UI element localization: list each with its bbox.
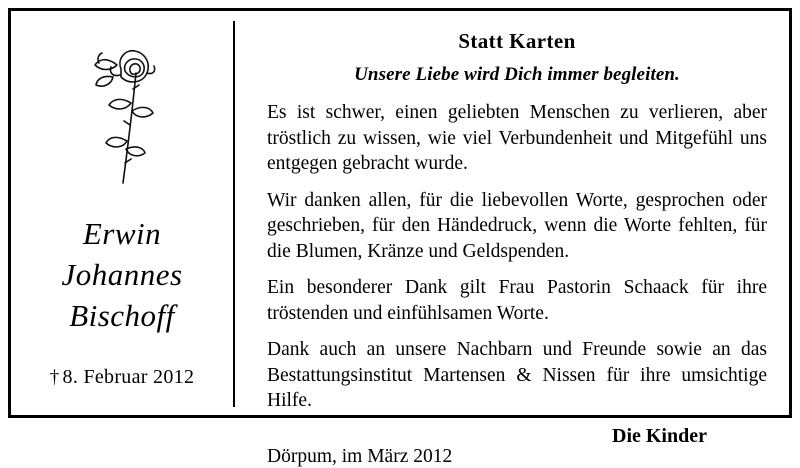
name-line-2: Johannes	[61, 257, 183, 292]
obituary-notice	[8, 8, 792, 467]
subheadline: Unsere Liebe wird Dich immer begleiten.	[354, 64, 680, 85]
christian-cross-icon: †	[49, 367, 60, 388]
headline: Statt Karten	[458, 29, 576, 53]
left-column	[11, 11, 233, 415]
right-column	[233, 11, 789, 467]
name-line-3: Bischoff	[69, 298, 175, 333]
deceased-name	[11, 213, 233, 336]
paragraph-3: Ein besonderer Dank gilt Frau Pastorin Schaack für ihre tröstenden und einfühlsamen Worte.	[267, 277, 767, 324]
name-line-1: Erwin	[82, 216, 162, 251]
notice-inner	[11, 11, 789, 467]
paragraph-2: Wir danken allen, für die liebevollen Worte, gesprochen oder geschrieben, für den Händedruck, wenn die Worte fehlten, für die Blumen, Kränze und Geldspenden.	[267, 189, 767, 262]
death-date	[11, 366, 233, 389]
signature: Die Kinder	[612, 424, 707, 447]
rose-flower-icon	[73, 33, 183, 193]
paragraph-4: Dank auch an unsere Nachbarn und Freunde sowie an das Bestattungsinstitut Martensen & Nissen für ihre umsichtige Hilfe.	[267, 339, 767, 411]
place-and-date: Dörpum, im März 2012	[267, 445, 453, 467]
paragraph-1: Es ist schwer, einen geliebten Menschen zu verlieren, aber tröstlich zu wissen, wie viel Verbundenheit und Mitgefühl uns entgegen gebracht wurde.	[267, 102, 767, 174]
death-date-text: 8. Februar 2012	[62, 366, 195, 388]
